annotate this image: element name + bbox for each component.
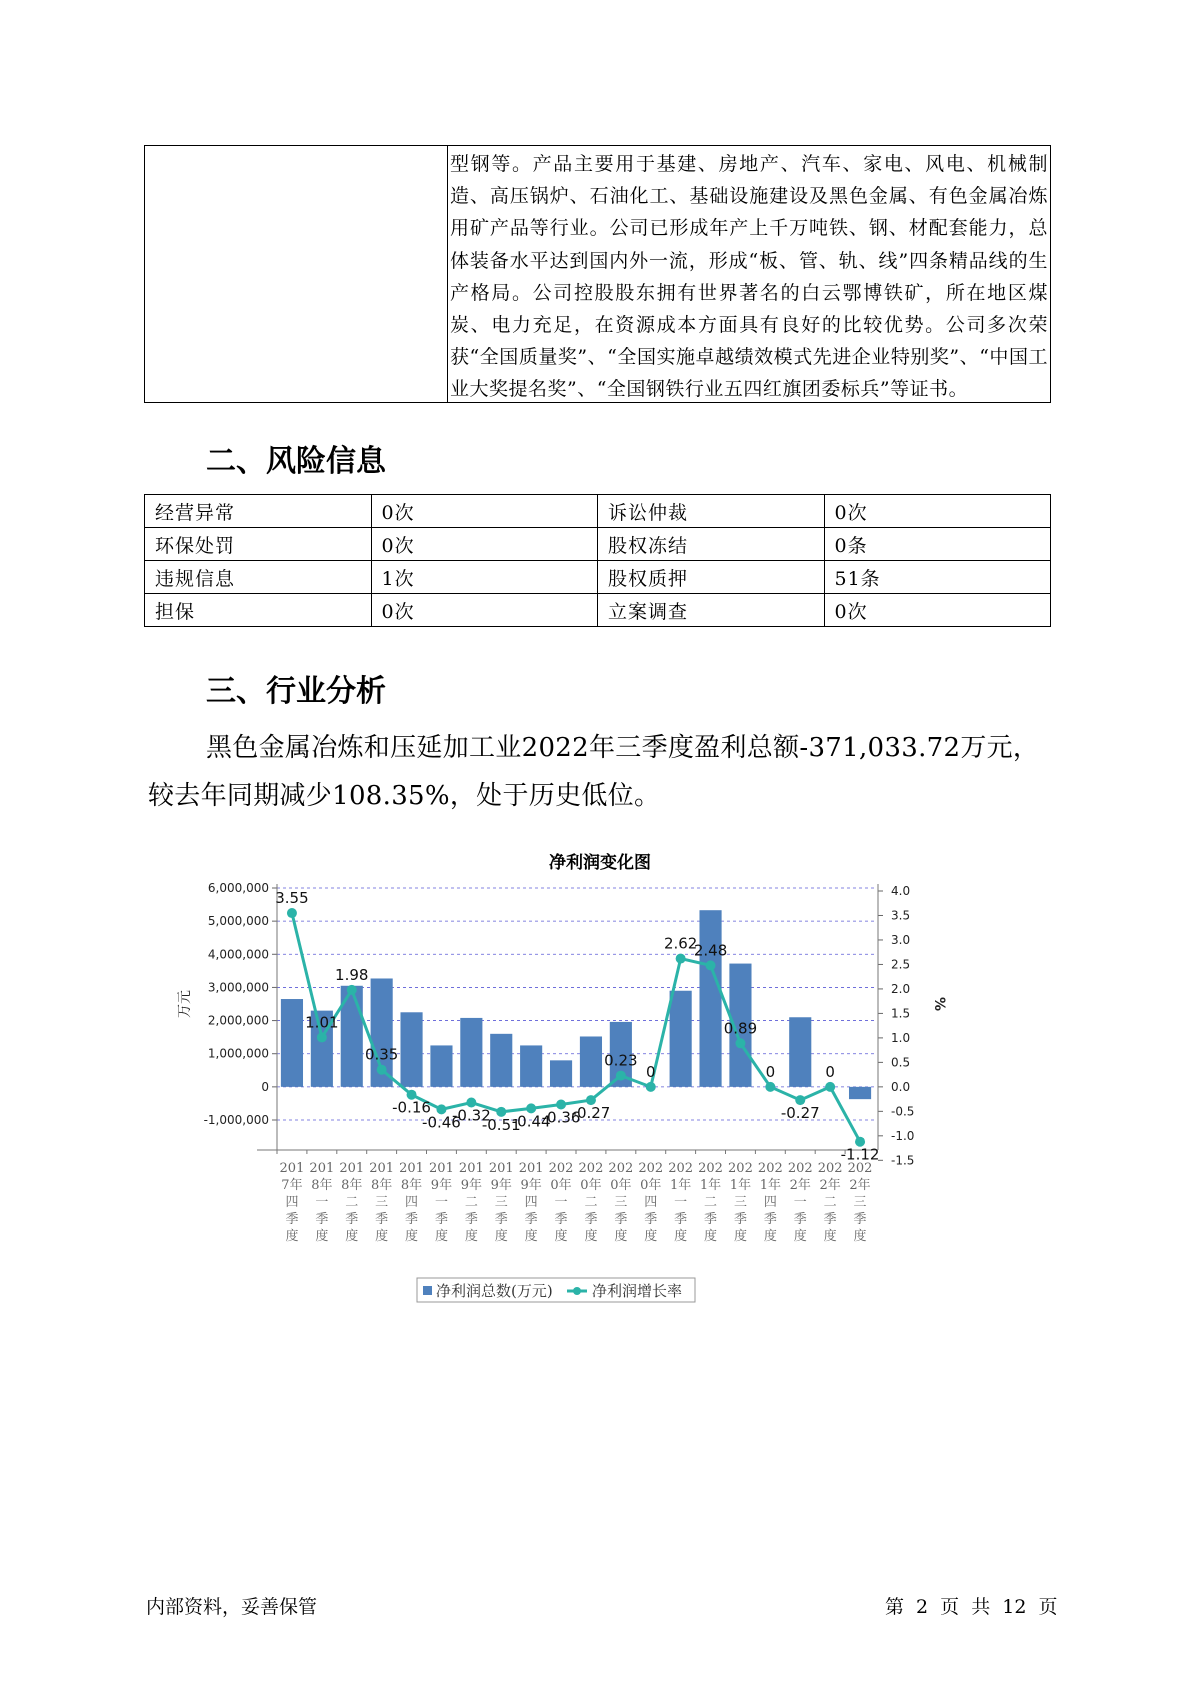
growth-rate-data-label: -0.46 xyxy=(422,1113,461,1132)
risk-item-value: 0次 xyxy=(371,528,598,561)
growth-rate-point xyxy=(735,1038,745,1048)
bar-net-profit xyxy=(789,1017,811,1087)
x-category-label: 8年 xyxy=(400,1178,423,1193)
x-category-label: 度 xyxy=(644,1229,658,1244)
growth-rate-point xyxy=(616,1071,626,1081)
growth-rate-data-label: -0.44 xyxy=(511,1112,551,1131)
x-category-label: 季 xyxy=(434,1212,448,1227)
y-tick-label: 4,000,000 xyxy=(207,947,269,962)
growth-rate-point xyxy=(347,985,357,995)
x-category-label: 201 xyxy=(399,1161,424,1176)
x-category-label: 三 xyxy=(375,1195,389,1210)
x-category-label: 1年 xyxy=(670,1178,692,1193)
x-category-label: 202 xyxy=(638,1161,664,1176)
growth-rate-point xyxy=(825,1082,835,1092)
growth-rate-data-label: -0.32 xyxy=(451,1106,491,1125)
risk-table-row xyxy=(145,561,1051,594)
growth-rate-data-label: 1.98 xyxy=(335,965,369,984)
x-category-label: 四 xyxy=(644,1195,658,1210)
x-category-label: 三 xyxy=(733,1195,747,1210)
bar-net-profit xyxy=(490,1034,512,1087)
x-category-label: 季 xyxy=(674,1212,688,1227)
x-category-label: 一 xyxy=(315,1195,329,1210)
x-category-label: 202 xyxy=(698,1161,723,1176)
y2-tick-label: -1.0 xyxy=(891,1128,915,1143)
risk-item-value: 0次 xyxy=(824,594,1051,627)
risk-item-label: 立案调查 xyxy=(598,594,825,627)
risk-item-value: 0次 xyxy=(371,594,598,627)
x-category-label: 季 xyxy=(524,1212,538,1227)
growth-rate-data-label: -0.27 xyxy=(571,1104,611,1123)
y-tick-label: 0 xyxy=(261,1079,269,1094)
x-category-label: 季 xyxy=(733,1212,747,1227)
x-category-label: 2年 xyxy=(789,1178,811,1193)
x-category-label: 201 xyxy=(339,1161,365,1176)
bar-net-profit xyxy=(460,1018,482,1087)
bar-net-profit xyxy=(430,1045,452,1086)
risk-table-row xyxy=(145,594,1051,627)
x-category-label: 季 xyxy=(345,1212,359,1227)
y2-tick-label: 3.0 xyxy=(891,932,911,947)
y2-tick-label: 3.5 xyxy=(891,908,911,923)
company-intro-text: 型钢等。产品主要用于基建、房地产、汽车、家电、风电、机械制造、高压锅炉、石油化工、基础设施建设及黑色金属、有色金属冶炼用矿产品等行业。公司已形成年产上千万吨铁、钢、材配套能力，总体装备水平达到国内外一流，形成“板、管、轨、线”四条精品线的生产格局。公司控股股东拥有世界著名的白云鄂博铁矿，所在地区煤炭、电力充足，在资源成本方面具有良好的比较优势。公司多次荣获“全国质量奖”、“全国实施卓越绩效模式先进企业特别奖”、“中国工业大奖提名奖”、“全国钢铁行业五四红旗团委标兵”等证书。 xyxy=(450,153,1048,401)
x-category-label: 202 xyxy=(787,1161,813,1176)
growth-rate-point xyxy=(765,1082,775,1092)
x-category-label: 度 xyxy=(614,1229,628,1244)
x-category-label: 202 xyxy=(847,1161,873,1176)
growth-rate-point xyxy=(287,908,297,918)
x-category-label: 四 xyxy=(763,1195,777,1210)
x-category-label: 四 xyxy=(285,1195,299,1210)
x-category-label: 8年 xyxy=(311,1178,333,1193)
footer-page-number: 第 2 页 共 12 页 xyxy=(885,1596,1058,1618)
x-category-label: 2年 xyxy=(819,1178,841,1193)
x-category-label: 度 xyxy=(733,1229,747,1244)
x-category-label: 8年 xyxy=(371,1178,393,1193)
legend-line-marker xyxy=(573,1287,581,1295)
y2-tick-label: 0.0 xyxy=(891,1079,911,1094)
growth-rate-data-label: 0 xyxy=(645,1062,656,1081)
y-tick-label: 1,000,000 xyxy=(207,1046,269,1061)
x-category-label: 201 xyxy=(309,1161,335,1176)
growth-rate-data-label: -1.12 xyxy=(840,1145,880,1164)
x-category-label: 度 xyxy=(464,1229,478,1244)
legend-bar-swatch xyxy=(423,1286,432,1295)
intro-table-left-cell xyxy=(145,146,448,402)
section-heading-risk: 二、风险信息 xyxy=(206,444,386,479)
x-category-label: 1年 xyxy=(699,1178,722,1193)
y2-tick-label: 4.0 xyxy=(891,884,911,898)
x-category-label: 9年 xyxy=(460,1178,482,1193)
risk-item-label: 股权质押 xyxy=(598,561,825,594)
y2-tick-label: -1.5 xyxy=(891,1153,915,1168)
x-category-label: 201 xyxy=(488,1161,514,1176)
x-category-label: 0年 xyxy=(580,1178,602,1193)
x-category-label: 度 xyxy=(345,1229,359,1244)
x-category-label: 一 xyxy=(674,1195,688,1210)
growth-rate-data-label: 0.23 xyxy=(604,1051,638,1070)
x-category-label: 202 xyxy=(608,1161,634,1176)
x-category-label: 二 xyxy=(584,1195,598,1210)
x-category-label: 季 xyxy=(405,1212,419,1227)
risk-item-value: 1次 xyxy=(371,561,598,594)
x-category-label: 1年 xyxy=(759,1178,781,1193)
growth-rate-data-label: -0.51 xyxy=(481,1115,521,1134)
company-intro-table xyxy=(144,145,1051,403)
growth-rate-point xyxy=(706,960,716,970)
growth-rate-data-label: 1.01 xyxy=(305,1013,339,1032)
x-category-label: 1年 xyxy=(729,1178,752,1193)
risk-item-label: 股权冻结 xyxy=(598,528,825,561)
risk-item-label: 担保 xyxy=(145,594,372,627)
y2-tick-label: 1.0 xyxy=(891,1030,911,1045)
x-category-label: 201 xyxy=(518,1161,544,1176)
growth-rate-data-label: 3.55 xyxy=(275,889,309,908)
chart-title: 净利润变化图 xyxy=(549,853,651,873)
x-category-label: 0年 xyxy=(640,1178,662,1193)
x-category-label: 9年 xyxy=(520,1178,542,1193)
y2-tick-label: 2.0 xyxy=(891,981,911,996)
bar-net-profit xyxy=(520,1045,542,1086)
x-category-label: 度 xyxy=(704,1229,718,1244)
x-category-label: 季 xyxy=(614,1212,628,1227)
y-tick-label: 6,000,000 xyxy=(207,881,269,895)
growth-rate-data-label: 2.62 xyxy=(663,934,698,953)
growth-rate-data-label: 2.48 xyxy=(693,941,728,960)
x-category-label: 三 xyxy=(853,1195,867,1210)
x-category-label: 7年 xyxy=(281,1178,303,1193)
risk-item-value: 0条 xyxy=(824,528,1051,561)
bar-net-profit xyxy=(281,999,303,1087)
x-category-label: 一 xyxy=(434,1195,448,1210)
x-category-label: 季 xyxy=(464,1212,478,1227)
x-category-label: 季 xyxy=(554,1212,568,1227)
industry-analysis-paragraph: 黑色金属冶炼和压延加工业2022年三季度盈利总额-371,033.72万元，较去年同期减少108.35%，处于历史低位。 xyxy=(148,733,1040,811)
risk-table-row xyxy=(145,495,1051,528)
x-category-label: 季 xyxy=(584,1212,598,1227)
x-category-label: 季 xyxy=(704,1212,718,1227)
x-category-label: 三 xyxy=(614,1195,628,1210)
y2-tick-label: 0.5 xyxy=(891,1055,911,1070)
x-category-label: 一 xyxy=(793,1195,807,1210)
growth-rate-data-label: -0.27 xyxy=(780,1104,820,1123)
x-category-label: 度 xyxy=(674,1229,688,1244)
x-category-label: 8年 xyxy=(341,1178,363,1193)
legend-label-growth-rate: 净利润增长率 xyxy=(592,1282,683,1300)
x-category-label: 度 xyxy=(853,1229,867,1244)
x-category-label: 季 xyxy=(823,1212,837,1227)
x-category-label: 季 xyxy=(763,1212,777,1227)
section-heading-industry: 三、行业分析 xyxy=(206,674,386,709)
bar-net-profit xyxy=(400,1012,422,1087)
bar-net-profit xyxy=(670,991,692,1087)
x-category-label: 季 xyxy=(644,1212,658,1227)
growth-rate-data-label: -0.36 xyxy=(541,1108,581,1127)
x-category-label: 201 xyxy=(458,1161,484,1176)
x-category-label: 二 xyxy=(823,1195,837,1210)
growth-rate-data-label: 0.89 xyxy=(723,1019,758,1038)
x-category-label: 度 xyxy=(315,1229,329,1244)
risk-table-row xyxy=(145,528,1051,561)
bar-net-profit xyxy=(699,910,721,1087)
x-category-label: 202 xyxy=(728,1161,753,1176)
growth-rate-point xyxy=(676,954,686,964)
x-category-label: 9年 xyxy=(490,1178,512,1193)
x-category-label: 度 xyxy=(584,1229,598,1244)
x-category-label: 度 xyxy=(554,1229,568,1244)
x-category-label: 0年 xyxy=(610,1178,632,1193)
x-category-label: 201 xyxy=(429,1161,454,1176)
net-profit-chart xyxy=(177,880,1020,1320)
x-category-label: 202 xyxy=(548,1161,574,1176)
risk-item-label: 诉讼仲裁 xyxy=(598,495,825,528)
x-category-label: 202 xyxy=(668,1161,694,1176)
risk-item-value: 51条 xyxy=(824,561,1051,594)
x-category-label: 度 xyxy=(285,1229,299,1244)
x-category-label: 二 xyxy=(704,1195,718,1210)
x-category-label: 度 xyxy=(823,1229,837,1244)
x-category-label: 9年 xyxy=(430,1178,453,1193)
x-category-label: 201 xyxy=(369,1161,395,1176)
x-category-label: 202 xyxy=(817,1161,843,1176)
x-category-label: 季 xyxy=(375,1212,389,1227)
x-category-label: 0年 xyxy=(550,1178,572,1193)
y2-tick-label: -0.5 xyxy=(891,1104,915,1119)
bar-net-profit xyxy=(580,1036,602,1086)
y-tick-label: 2,000,000 xyxy=(207,1013,269,1028)
x-category-label: 度 xyxy=(375,1229,389,1244)
y-tick-label: 3,000,000 xyxy=(207,980,269,995)
y-axis-title: 万元 xyxy=(177,990,193,1018)
x-category-label: 度 xyxy=(763,1229,777,1244)
footer-confidential-note: 内部资料，妥善保管 xyxy=(146,1596,318,1618)
risk-item-value: 0次 xyxy=(824,495,1051,528)
x-category-label: 202 xyxy=(757,1161,783,1176)
risk-item-label: 违规信息 xyxy=(145,561,372,594)
x-category-label: 201 xyxy=(279,1161,305,1176)
y-tick-label: -1,000,000 xyxy=(203,1113,269,1127)
x-category-label: 季 xyxy=(793,1212,807,1227)
legend-label-net-profit: 净利润总数(万元) xyxy=(436,1282,553,1300)
growth-rate-point xyxy=(317,1032,327,1042)
bar-net-profit xyxy=(550,1060,572,1087)
risk-item-label: 环保处罚 xyxy=(145,528,372,561)
x-category-label: 202 xyxy=(578,1161,604,1176)
x-category-label: 二 xyxy=(464,1195,478,1210)
risk-info-table xyxy=(144,494,1051,627)
x-category-label: 四 xyxy=(524,1195,538,1210)
bar-net-profit xyxy=(849,1087,871,1099)
growth-rate-data-label: 0 xyxy=(825,1062,835,1081)
y2-tick-label: 2.5 xyxy=(891,957,911,972)
x-category-label: 四 xyxy=(405,1195,419,1210)
x-category-label: 季 xyxy=(853,1212,867,1227)
x-category-label: 二 xyxy=(345,1195,359,1210)
growth-rate-data-label: -0.16 xyxy=(392,1098,431,1117)
x-category-label: 季 xyxy=(285,1212,299,1227)
x-category-label: 度 xyxy=(494,1229,508,1244)
growth-rate-point xyxy=(377,1065,387,1075)
growth-rate-point xyxy=(646,1082,656,1092)
y-tick-label: 5,000,000 xyxy=(207,914,269,929)
x-category-label: 度 xyxy=(434,1229,448,1244)
risk-item-label: 经营异常 xyxy=(145,495,372,528)
x-category-label: 三 xyxy=(494,1195,508,1210)
x-category-label: 季 xyxy=(315,1212,329,1227)
risk-item-value: 0次 xyxy=(371,495,598,528)
x-category-label: 2年 xyxy=(849,1178,871,1193)
x-category-label: 季 xyxy=(494,1212,508,1227)
x-category-label: 度 xyxy=(405,1229,419,1244)
x-category-label: 度 xyxy=(524,1229,538,1244)
growth-rate-data-label: 0.35 xyxy=(364,1045,399,1064)
y2-axis-title: % xyxy=(931,996,947,1012)
y2-tick-label: 1.5 xyxy=(891,1006,911,1021)
x-category-label: 一 xyxy=(554,1195,568,1210)
x-category-label: 度 xyxy=(793,1229,807,1244)
growth-rate-data-label: 0 xyxy=(765,1062,776,1081)
